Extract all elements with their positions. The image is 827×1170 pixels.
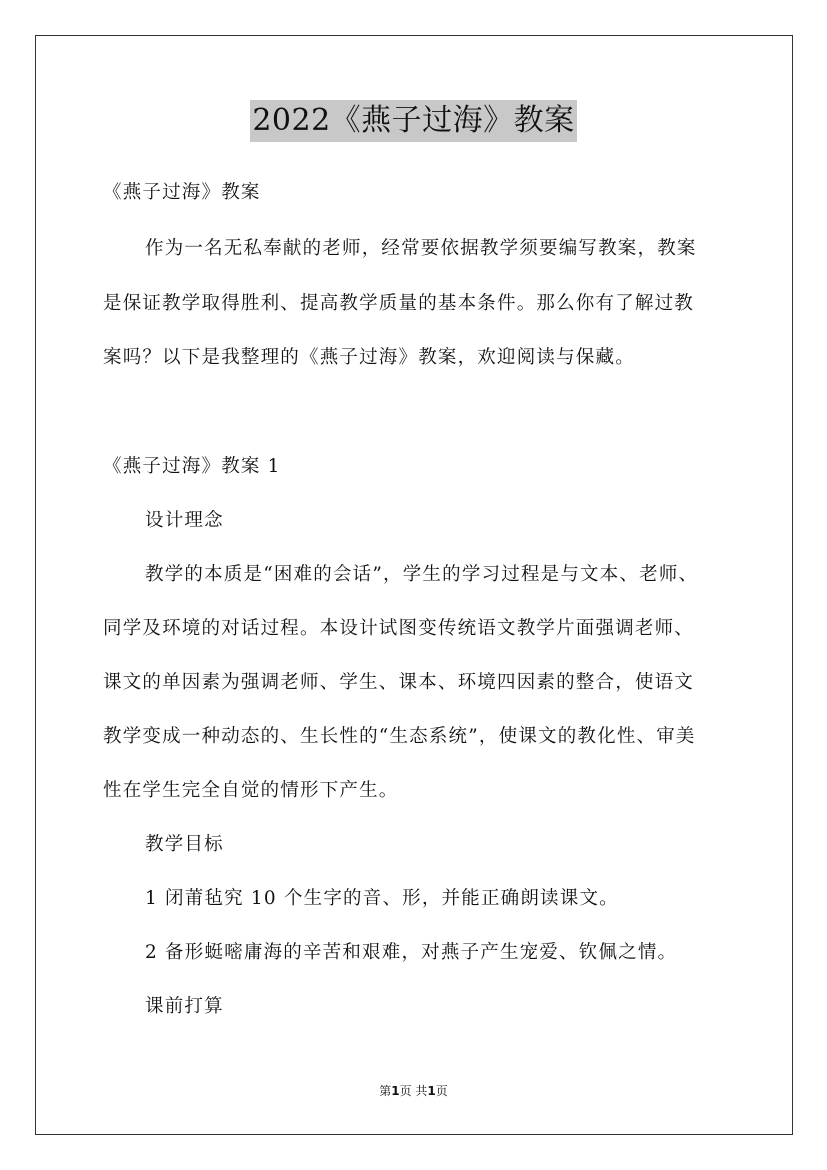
heading-design: 设计理念 xyxy=(145,510,224,531)
footer-suffix: 页 xyxy=(435,1084,448,1098)
document-title: 2022《燕子过海》教案 xyxy=(250,100,576,142)
goal-1: 1 闭莆毡究 10 个生字的音、形，并能正确朗读课文。 xyxy=(145,888,619,909)
design-line-5: 性在学生完全自觉的情形下产生。 xyxy=(103,780,399,801)
intro-line-3: 案吗？以下是我整理的《燕子过海》教案，欢迎阅读与保藏。 xyxy=(103,347,635,368)
footer-prefix: 第 xyxy=(379,1084,392,1098)
intro-line-1: 作为一名无私奉献的老师，经常要依据教学须要编写教案，教案 xyxy=(145,238,697,259)
design-line-4: 教学变成一种动态的、生长性的“生态系统”，使课文的教化性、审美 xyxy=(103,726,696,747)
section-title: 《燕子过海》教案 1 xyxy=(103,456,281,477)
design-line-2: 同学及环境的对话过程。本设计试图变传统语文教学片面强调老师、 xyxy=(103,618,695,639)
subtitle: 《燕子过海》教案 xyxy=(103,182,261,203)
page-footer xyxy=(0,1083,827,1099)
footer-mid: 页 共 xyxy=(399,1084,428,1098)
title-area xyxy=(0,100,827,142)
design-line-1: 教学的本质是“困难的会话”，学生的学习过程是与文本、老师、 xyxy=(145,564,699,585)
design-line-3: 课文的单因素为强调老师、学生、课本、环境四因素的整合，使语文 xyxy=(103,672,695,693)
heading-goals: 教学目标 xyxy=(145,834,224,855)
intro-line-2: 是保证教学取得胜利、提高教学质量的基本条件。那么你有了解过教 xyxy=(103,293,695,314)
footer-total-pages: 1 xyxy=(427,1084,436,1098)
heading-prep: 课前打算 xyxy=(145,996,224,1017)
goal-2: 2 备形蜓嘧庸海的辛苦和艰难，对燕子产生宠爱、钦佩之情。 xyxy=(145,942,678,963)
footer-page-number: 1 xyxy=(391,1084,400,1098)
